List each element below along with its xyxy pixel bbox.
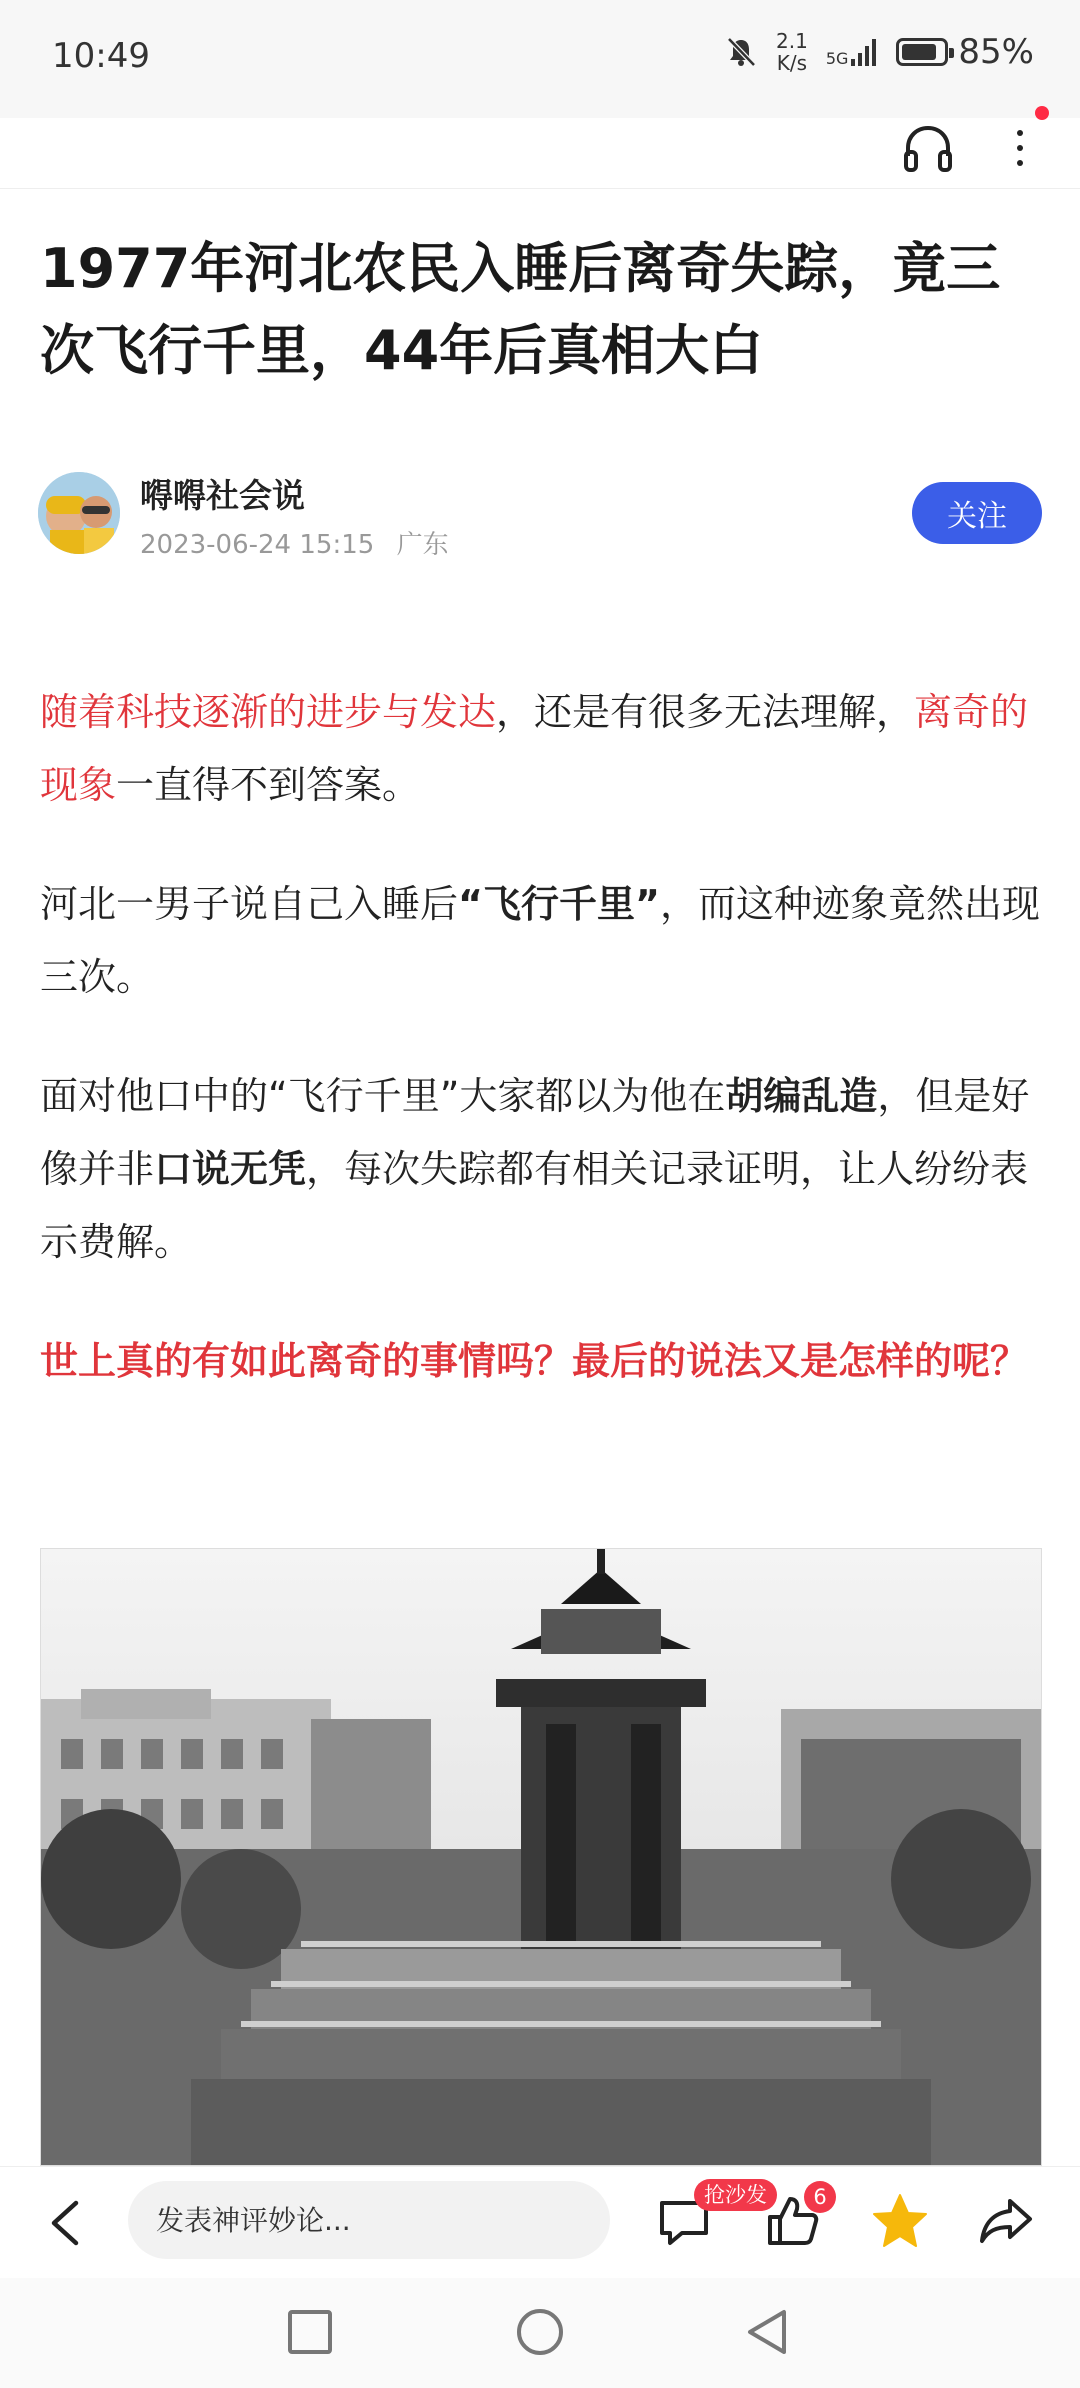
- like-count-badge: 6: [804, 2181, 836, 2213]
- follow-button[interactable]: 关注: [912, 482, 1042, 544]
- publish-date: 2023-06-24 15:15: [140, 530, 375, 560]
- avatar[interactable]: [38, 472, 120, 554]
- nav-circle-icon[interactable]: [508, 2300, 572, 2364]
- notification-dot: [1035, 106, 1049, 120]
- comment-input[interactable]: [128, 2181, 610, 2259]
- author-name[interactable]: 嘚嘚社会说: [140, 476, 305, 515]
- nav-triangle-icon[interactable]: [736, 2300, 800, 2364]
- battery-status: [896, 32, 1034, 72]
- article-image[interactable]: [40, 1548, 1042, 2166]
- battery-percent: 85%: [958, 32, 1034, 72]
- signal-bars-icon: [850, 37, 878, 67]
- author-meta: [140, 524, 449, 561]
- status-icons: [724, 30, 1034, 74]
- more-vertical-icon[interactable]: [1000, 118, 1040, 178]
- mute-bell-icon: [724, 35, 758, 69]
- share-icon[interactable]: [974, 2189, 1038, 2253]
- paragraph-4: 世上真的有如此离奇的事情吗？最后的说法又是怎样的呢？: [40, 1339, 1029, 1383]
- status-time: 10:49: [52, 36, 150, 76]
- author-row: [38, 470, 1042, 560]
- battery-fill: [902, 44, 936, 60]
- battery-icon: [896, 38, 948, 66]
- back-arrow-icon[interactable]: [40, 2195, 92, 2251]
- favorite-star-icon[interactable]: [868, 2189, 932, 2253]
- signal-indicator: [826, 37, 879, 67]
- nav-square-icon[interactable]: [278, 2300, 342, 2364]
- publish-location: 广东: [396, 530, 449, 560]
- article-body: [40, 676, 1042, 1444]
- paragraph-3: 面对他口中的“飞行千里”大家都以为他在胡编乱造，但是好像并非口说无凭，每次失踪都有相关记录证明，让人纷纷表示费解。: [40, 1074, 1030, 1264]
- sofa-badge[interactable]: 抢沙发: [694, 2179, 777, 2211]
- paragraph-2: 河北一男子说自己入睡后“飞行千里”，而这种迹象竟然出现三次。: [40, 882, 1040, 999]
- status-bar: [0, 0, 1080, 118]
- system-nav-bar: [0, 2278, 1080, 2388]
- headphone-icon[interactable]: [898, 118, 958, 178]
- article-top-bar: [0, 118, 1080, 189]
- paragraph-1: 随着科技逐渐的进步与发达，还是有很多无法理解，离奇的现象一直得不到答案。: [40, 690, 1029, 807]
- bottom-action-bar: [0, 2166, 1080, 2279]
- article-title: 1977年河北农民入睡后离奇失踪，竟三次飞行千里，44年后真相大白: [40, 237, 1001, 382]
- network-speed: 2.1 K/s: [776, 29, 808, 75]
- signal-label: 5G: [825, 49, 849, 68]
